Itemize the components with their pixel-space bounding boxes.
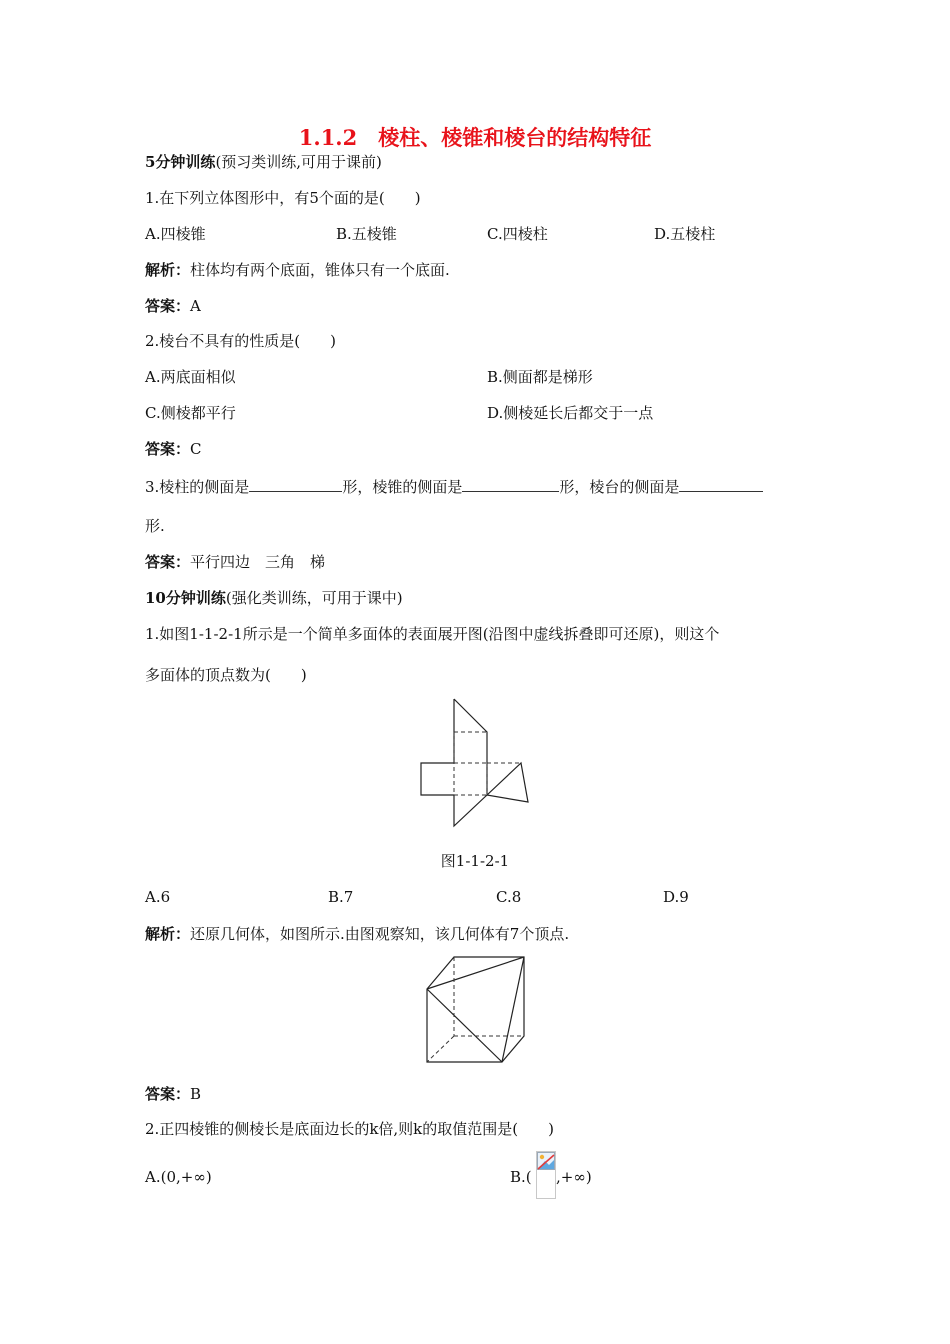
section-note: (预习类训练,可用于课前) [215,153,382,171]
q5-option-a: A.(0,+∞) [145,1168,212,1186]
q4-option-c: C.8 [496,888,522,906]
answer-label: 答案： [145,1085,191,1103]
q1-stem: 1.在下列立体图形中，有5个面的是( ) [145,189,421,207]
q3-part3: 形，棱台的侧面是 [559,478,680,496]
answer-label: 答案： [145,553,191,571]
q4-option-a: A.6 [145,888,171,906]
answer-text: 平行四边 三角 梯 [190,553,326,571]
q2-option-d: D.侧棱延长后都交于一点 [487,404,654,422]
broken-image-icon [536,1151,556,1199]
section-note: (强化类训练，可用于课中) [225,589,403,607]
q2-answer [145,439,202,459]
analysis-label: 解析： [145,261,191,279]
section-heading: 5分钟训练 [145,153,216,171]
q1-option-a: A.四棱锥 [145,225,206,243]
analysis-label: 解析： [145,925,191,943]
section-heading-10min [145,588,403,608]
answer-text: C [190,440,202,458]
q1-analysis [145,260,450,280]
q3-answer [145,552,325,572]
q4-answer [145,1084,201,1104]
answer-label: 答案： [145,440,191,458]
fill-blank-1[interactable] [249,477,342,492]
q3-part1: 3.棱柱的侧面是 [145,478,250,496]
answer-text: A [190,297,201,315]
q2-option-c: C.侧棱都平行 [145,404,236,422]
analysis-text: 柱体均有两个底面，锥体只有一个底面. [190,261,450,279]
q2-option-a: A.两底面相似 [145,368,236,386]
q5-option-b-right: ,+∞) [556,1168,592,1186]
fill-blank-3[interactable] [679,477,763,492]
q1-option-c: C.四棱柱 [487,225,548,243]
net-figure [415,695,540,830]
q5-stem: 2.正四棱锥的侧棱长是底面边长的k倍,则k的取值范围是( ) [145,1120,554,1138]
answer-label: 答案： [145,297,191,315]
fill-blank-2[interactable] [462,477,559,492]
q2-stem: 2.棱台不具有的性质是( ) [145,332,337,350]
q4-stem-line2: 多面体的顶点数为( ) [145,666,307,684]
figure-caption: 图1-1-2-1 [440,852,510,870]
q1-answer [145,296,201,316]
answer-text: B [190,1085,202,1103]
q1-option-b: B.五棱锥 [336,225,397,243]
section-heading-5min [145,152,382,172]
page-title: 1.1.2 棱柱、棱锥和棱台的结构特征 [298,125,652,150]
section-heading: 10分钟训练 [145,589,226,607]
q3-stem-end: 形. [145,517,165,535]
q4-stem-line1: 1.如图1-1-2-1所示是一个简单多面体的表面展开图(沿图中虚线拆叠即可还原)，则这个 [145,625,720,643]
q4-option-b: B.7 [328,888,354,906]
analysis-text: 还原几何体，如图所示.由图观察知，该几何体有7个顶点. [190,925,570,943]
solid-figure [420,950,535,1068]
q4-option-d: D.9 [663,888,689,906]
q3-part2: 形，棱锥的侧面是 [342,478,463,496]
q1-option-d: D.五棱柱 [654,225,716,243]
q5-option-b-left: B.( [510,1168,532,1186]
q3-stem [145,477,763,497]
q4-analysis [145,924,569,944]
q2-option-b: B.侧面都是梯形 [487,368,593,386]
